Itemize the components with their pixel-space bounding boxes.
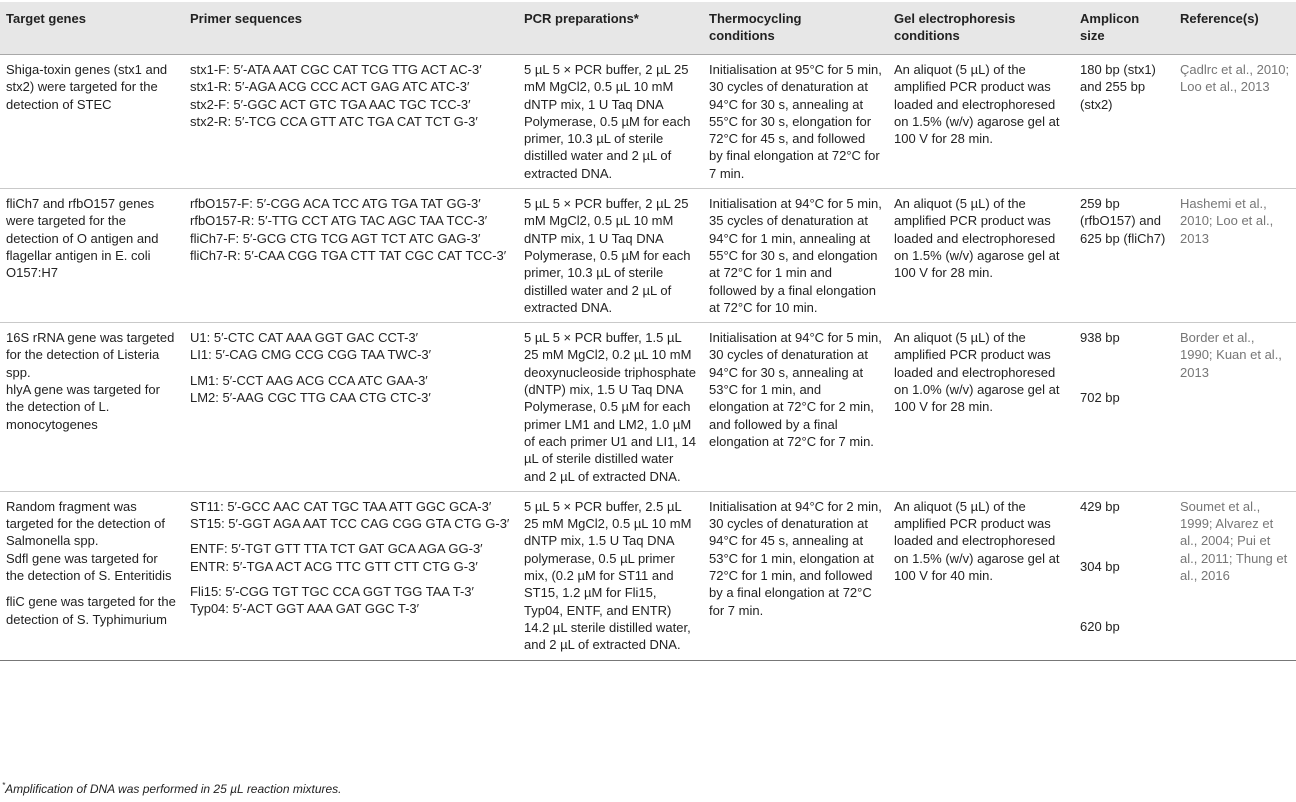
spacer (190, 575, 512, 583)
cell-gel: An aliquot (5 µL) of the amplified PCR product was loaded and electrophoresed on 1.5% (w/v) agarose gel at 100 V for 28 min. (888, 55, 1074, 189)
cell-target (0, 189, 184, 323)
header-amplicon-line1: Amplicon (1080, 11, 1140, 26)
header-references: Reference(s) (1174, 2, 1296, 55)
primer-line: Typ04: 5′-ACT GGT AAA GAT GGC T-3′ (190, 601, 420, 617)
target-text: Random fragment was targeted for the detection of Salmonella spp. (6, 498, 165, 549)
cell-amplicon (1074, 323, 1174, 492)
target-text: Sdfl gene was targeted for the detection of S. Enteritidis (6, 550, 172, 584)
cell-amplicon (1074, 189, 1174, 323)
primer-line: ST11: 5′-GCC AAC CAT TGC TAA ATT GGC GCA-3′ (190, 498, 492, 514)
header-pcr-preparations: PCR preparations* (518, 2, 703, 55)
header-gel-conditions (888, 2, 1074, 55)
amplicon-value: 180 bp (stx1) and 255 bp (stx2) (1080, 62, 1156, 112)
target-text: hlyA gene was targeted for the detection of L. monocytogenes (6, 382, 160, 432)
footnote-mark: * (2, 781, 6, 790)
amplicon-value: 429 bp (1080, 498, 1120, 514)
target-text: fliC gene was targeted for the detection of S. Typhimurium (6, 594, 176, 627)
cell-primers (184, 323, 518, 492)
primer-line: LM2: 5′-AAG CGC TTG CAA CTG CTC-3′ (190, 390, 431, 406)
primer-line: U1: 5′-CTC CAT AAA GGT GAC CCT-3′ (190, 330, 419, 346)
cell-thermocycling: Initialisation at 94°C for 2 min, 30 cycles of denaturation at 94°C for 45 s, annealing at 53°C for 1 min, elongation at 72°C for 1 min, and followed by a final elongation at 72°C for 7 min. (703, 491, 888, 660)
primer-line: fliCh7-F: 5′-GCG CTG TCG AGT TCT ATC GAG-3′ (190, 230, 481, 246)
primer-line: stx2-R: 5′-TCG CCA GTT ATC TGA CAT TCT G-3′ (190, 113, 478, 129)
cell-target (0, 491, 184, 660)
amplicon-value: 702 bp (1080, 390, 1120, 406)
primer-line: ST15: 5′-GGT AGA AAT TCC CAG CGG GTA CTG G-3′ (190, 516, 510, 532)
table-row (0, 55, 1296, 189)
spacer (6, 584, 178, 593)
cell-primers (184, 189, 518, 323)
cell-amplicon (1074, 55, 1174, 189)
header-primer-sequences: Primer sequences (184, 2, 518, 55)
cell-pcr: 5 µL 5 × PCR buffer, 1.5 µL 25 mM MgCl2, 0.2 µL 10 mM deoxynucleoside triphosphate (dNTP) mix, 1.5 U Taq DNA Polymerase, 0.5 µM for each primer LM1 and LM2, 1.0 µM of each primer U1 and LI1, 14 µL of sterile distilled water and 2 µL of extracted DNA. (518, 323, 703, 492)
primer-line: ENTF: 5′-TGT GTT TTA TCT GAT GCA AGA GG-3′ (190, 541, 483, 557)
cell-gel: An aliquot (5 µL) of the amplified PCR product was loaded and electrophoresed on 1.0% (w/v) agarose gel at 100 V for 28 min. (888, 323, 1074, 492)
cell-references: Soumet et al., 1999; Alvarez et al., 2004; Pui et al., 2011; Thung et al., 2016 (1174, 491, 1296, 660)
header-gel-line2: conditions (894, 28, 960, 44)
primer-line: rfbO157-F: 5′-CGG ACA TCC ATG TGA TAT GG-3′ (190, 196, 481, 212)
cell-references: Border et al., 1990; Kuan et al., 2013 (1174, 323, 1296, 492)
target-text: fliCh7 and rfbO157 genes were targeted for the detection of O antigen and flagellar antigen in E. coli O157:H7 (6, 196, 159, 281)
primer-line: stx2-F: 5′-GGC ACT GTC TGA AAC TGC TCC-3′ (190, 96, 471, 112)
header-row (0, 2, 1296, 55)
cell-references: Hashemi et al., 2010; Loo et al., 2013 (1174, 189, 1296, 323)
header-target-genes: Target genes (0, 2, 184, 55)
primer-line: fliCh7-R: 5′-CAA CGG TGA CTT TAT CGC CAT TCC-3′ (190, 247, 507, 263)
spacer (190, 364, 512, 372)
header-amplicon-line2: size (1080, 28, 1105, 44)
cell-pcr: 5 µL 5 × PCR buffer, 2 µL 25 mM MgCl2, 0.5 µL 10 mM dNTP mix, 1 U Taq DNA Polymerase, 0.5 µM for each primer, 10.3 µL of sterile distilled water and 2 µL of extracted DNA. (518, 55, 703, 189)
spacer (1080, 346, 1168, 389)
header-thermocycling-line2: conditions (709, 28, 775, 44)
cell-references: Çadlrc et al., 2010; Loo et al., 2013 (1174, 55, 1296, 189)
header-thermocycling (703, 2, 888, 55)
amplicon-value: 304 bp (1080, 559, 1120, 575)
cell-gel: An aliquot (5 µL) of the amplified PCR product was loaded and electrophoresed on 1.5% (w/v) agarose gel at 100 V for 40 min. (888, 491, 1074, 660)
cell-primers (184, 55, 518, 189)
target-text: 16S rRNA gene was targeted for the detection of Listeria spp. (6, 330, 175, 380)
cell-target (0, 55, 184, 189)
cell-thermocycling: Initialisation at 94°C for 5 min, 30 cycles of denaturation at 94°C for 30 s, annealing at 53°C for 1 min, and elongation at 72°C for 2 min, and followed by a final elongation at 72°C for 7 min. (703, 323, 888, 492)
cell-target (0, 323, 184, 492)
header-amplicon-size (1074, 2, 1174, 55)
target-text: Shiga-toxin genes (stx1 and stx2) were targeted for the detection of STEC (6, 62, 168, 112)
table-row (0, 491, 1296, 660)
amplicon-value: 259 bp (rfbO157) and 625 bp (fliCh7) (1080, 196, 1166, 246)
table-footnote (2, 781, 342, 796)
primer-line: Fli15: 5′-CGG TGT TGC CCA GGT TGG TAA T-3′ (190, 584, 474, 600)
primer-line: rfbO157-R: 5′-TTG CCT ATG TAC AGC TAA TCC-3′ (190, 213, 488, 229)
footnote-text: Amplification of DNA was performed in 25 µL reaction mixtures. (5, 782, 342, 796)
header-thermocycling-line1: Thermocycling (709, 11, 802, 26)
cell-pcr: 5 µL 5 × PCR buffer, 2 µL 25 mM MgCl2, 0.5 µL 10 mM dNTP mix, 1 U Taq DNA Polymerase, 0.5 µM for each primer, 10.3 µL of sterile distilled water and 2 µL of extracted DNA. (518, 189, 703, 323)
primer-line: ENTR: 5′-TGA ACT ACG TTC GTT CTT CTG G-3′ (190, 558, 478, 574)
primer-table (0, 2, 1296, 661)
table-row (0, 189, 1296, 323)
cell-amplicon (1074, 491, 1174, 660)
primer-line: stx1-F: 5′-ATA AAT CGC CAT TCG TTG ACT AC-3′ (190, 62, 482, 77)
cell-pcr: 5 µL 5 × PCR buffer, 2.5 µL 25 mM MgCl2, 0.5 µL 10 mM dNTP mix, 1.5 U Taq DNA polymerase, 0.5 µL primer mix, (0.2 µM for ST11 and ST15, 1.2 µM for Fli15, Typ04, ENTF, and ENTR) 14.2 µL sterile distilled water, and 2 µL of extracted DNA. (518, 491, 703, 660)
primer-line: LI1: 5′-CAG CMG CCG CGG TAA TWC-3′ (190, 347, 432, 363)
spacer (1080, 515, 1168, 558)
primer-line: stx1-R: 5′-AGA ACG CCC ACT GAG ATC ATC-3′ (190, 79, 470, 95)
cell-primers (184, 491, 518, 660)
amplicon-value: 620 bp (1080, 619, 1120, 635)
table-row (0, 323, 1296, 492)
cell-thermocycling: Initialisation at 94°C for 5 min, 35 cycles of denaturation at 94°C for 1 min, annealing at 55°C for 30 s, and elongation at 72°C for 1 min and followed by a final elongation at 72°C for 10 min. (703, 189, 888, 323)
spacer (1080, 575, 1168, 618)
cell-gel: An aliquot (5 µL) of the amplified PCR product was loaded and electrophoresed on 1.5% (w/v) agarose gel at 100 V for 28 min. (888, 189, 1074, 323)
cell-thermocycling: Initialisation at 95°C for 5 min, 30 cycles of denaturation at 94°C for 30 s, annealing at 55°C for 30 s, elongation for 72°C for 45 s, and followed by final elongation at 72°C for 7 min. (703, 55, 888, 189)
amplicon-value: 938 bp (1080, 330, 1120, 346)
header-gel-line1: Gel electrophoresis (894, 11, 1016, 26)
primer-line: LM1: 5′-CCT AAG ACG CCA ATC GAA-3′ (190, 372, 428, 388)
spacer (190, 532, 512, 540)
